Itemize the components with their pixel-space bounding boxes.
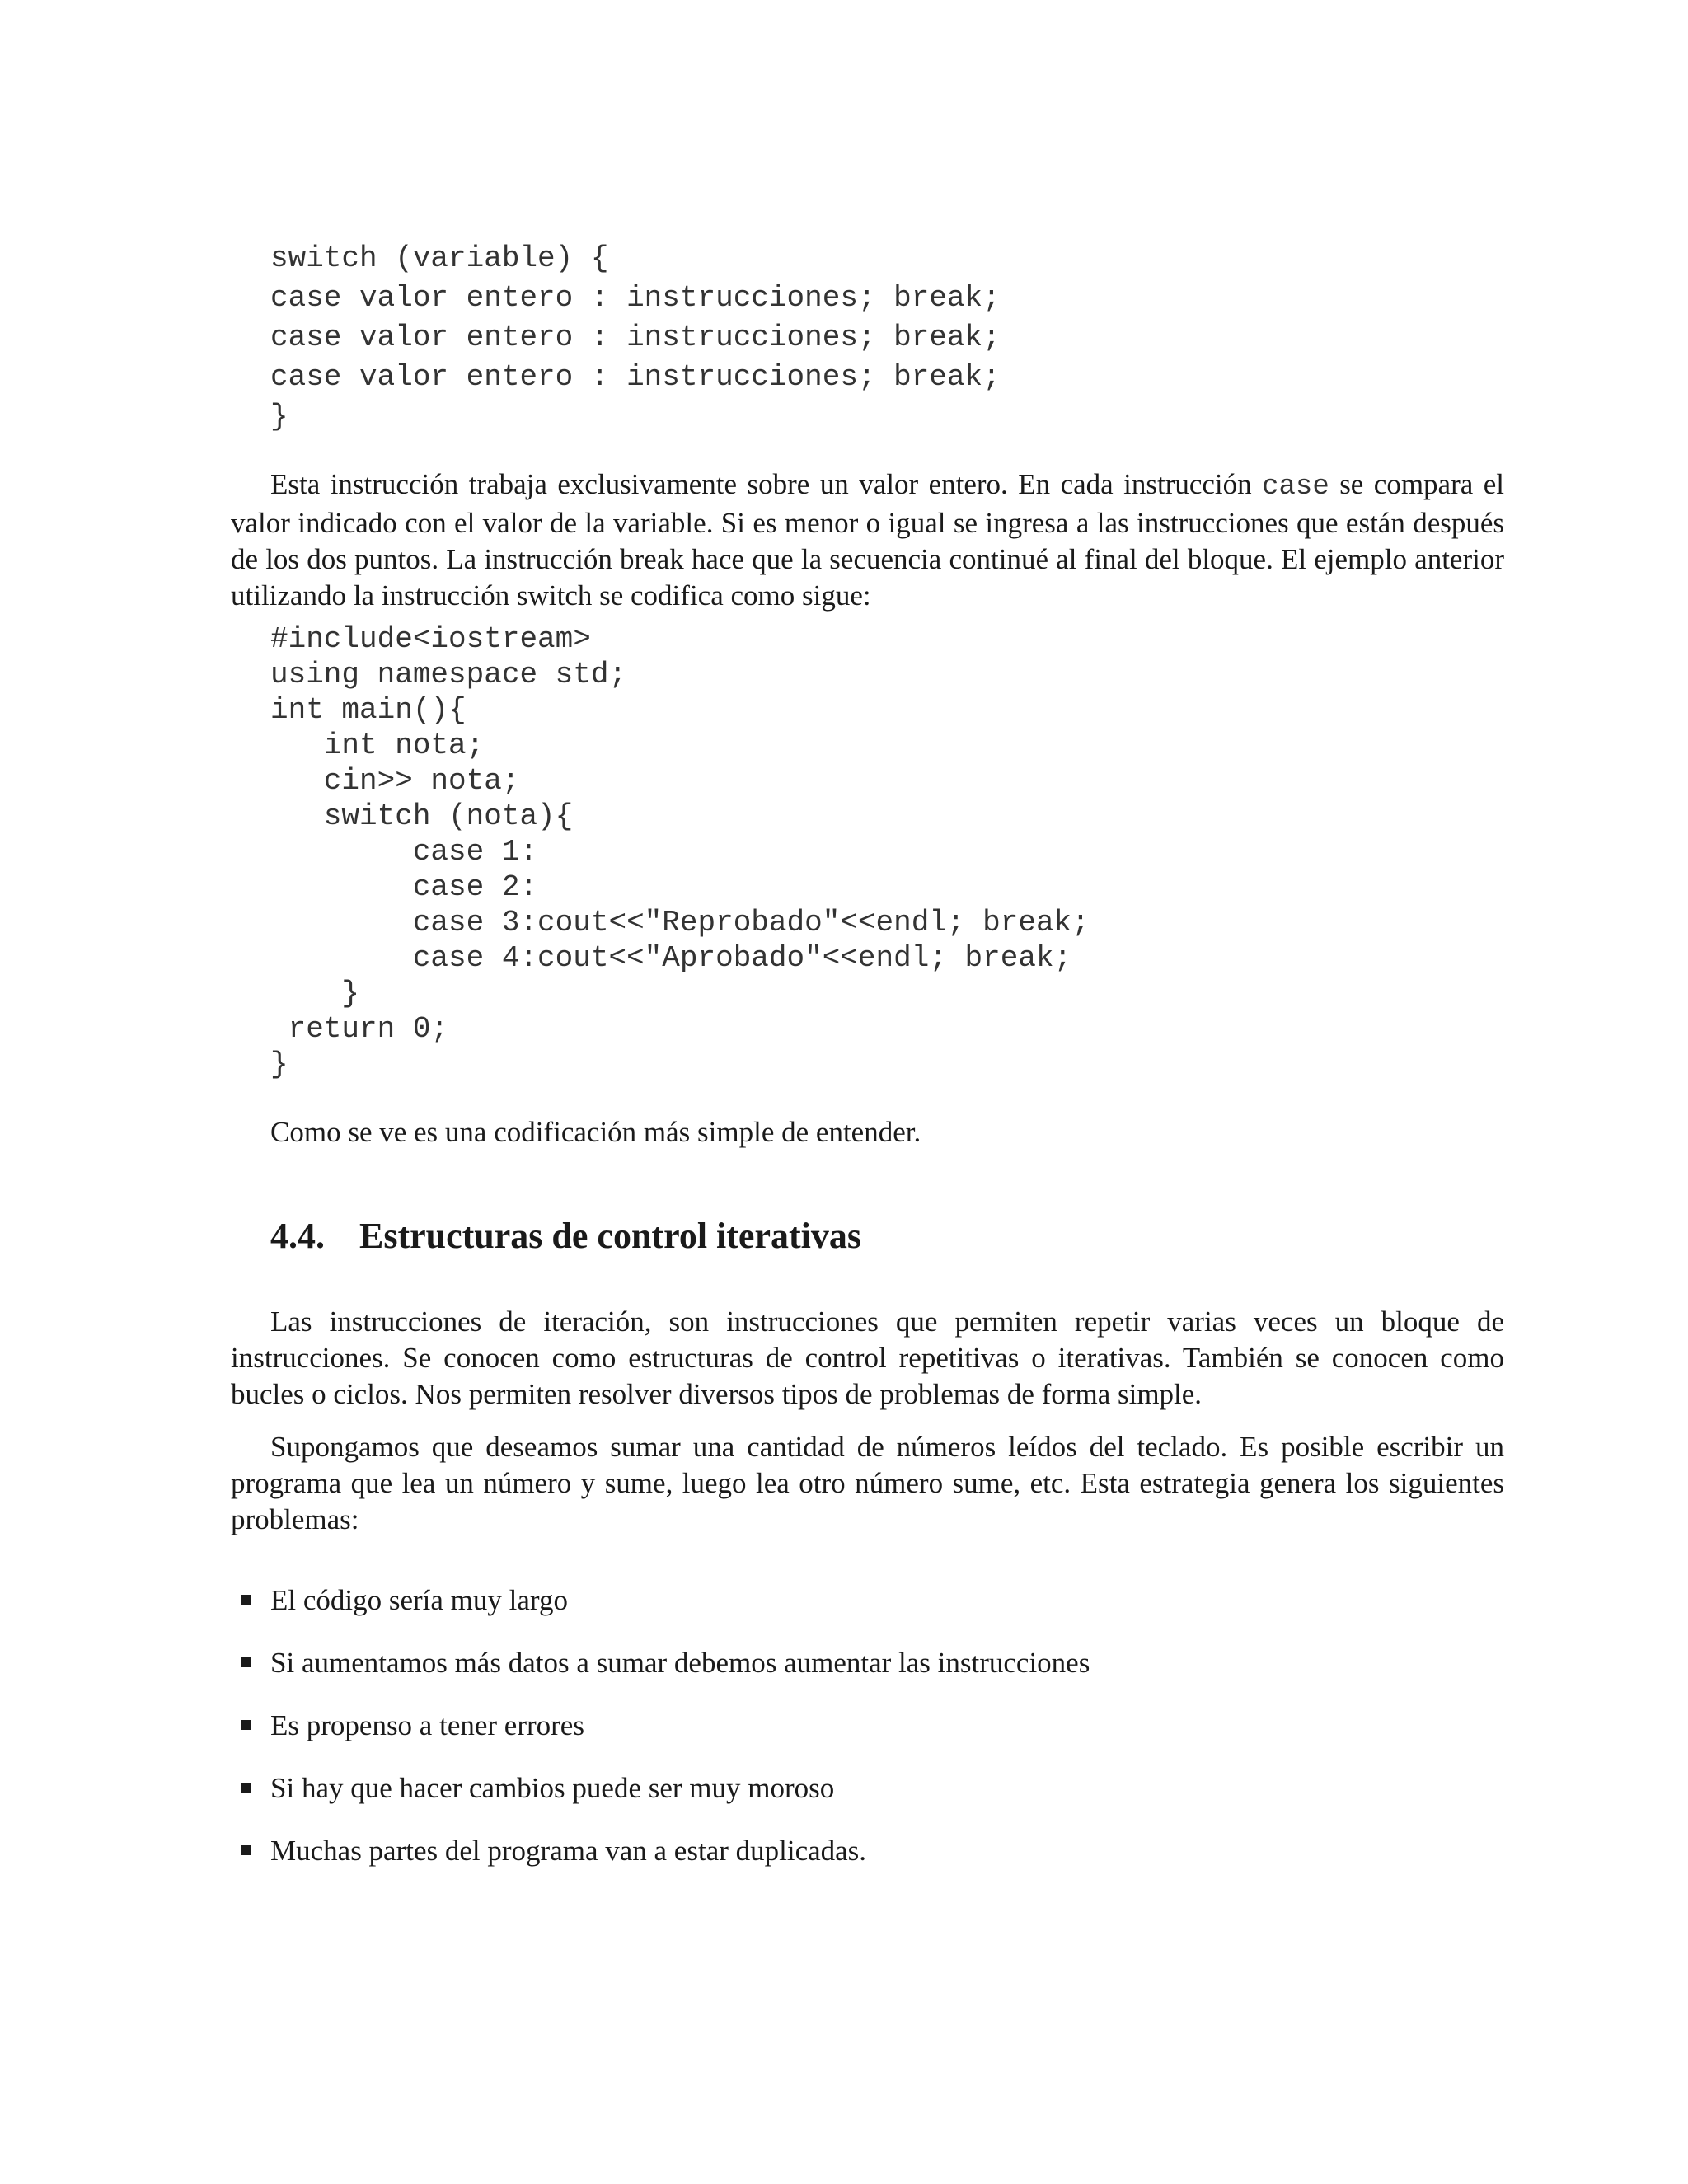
section-title: Estructuras de control iterativas (359, 1216, 861, 1256)
list-item (239, 1833, 1090, 1896)
code-line: switch (nota){ (270, 799, 574, 833)
list-item-text: Si hay que hacer cambios puede ser muy moroso (270, 1772, 835, 1804)
code-line: return 0; (270, 1012, 449, 1046)
list-item-text: Si aumentamos más datos a sumar debemos aumentar las instrucciones (270, 1647, 1090, 1679)
code-line: } (270, 1047, 288, 1081)
code-line: int main(){ (270, 693, 467, 727)
code-line: case valor entero : instrucciones; break; (270, 281, 1001, 315)
code-line: case 3:cout<<"Reprobado"<<endl; break; (270, 906, 1090, 940)
code-line: using namespace std; (270, 658, 627, 691)
square-bullet-icon (241, 1595, 251, 1605)
square-bullet-icon (241, 1783, 251, 1793)
paragraph-sum-example: Supongamos que deseamos sumar una cantidad de números leídos del teclado. Es posible escribir un programa que lea un número y sume, luego lea otro número sume, etc. Esta estrategia genera los siguientes problemas: (231, 1431, 1504, 1535)
square-bullet-icon (241, 1720, 251, 1730)
code-line: case valor entero : instrucciones; break; (270, 360, 1001, 394)
code-block-switch-example (270, 621, 1090, 1082)
list-item (239, 1582, 1090, 1645)
code-line: case 2: (270, 870, 538, 904)
code-line: case 1: (270, 835, 538, 869)
code-block-switch-syntax (270, 239, 1001, 437)
list-item (239, 1708, 1090, 1770)
problems-list (239, 1582, 1090, 1896)
section-number: 4.4. (270, 1216, 325, 1256)
section-heading (270, 1213, 861, 1259)
paragraph-iteration-intro: Las instrucciones de iteración, son instrucciones que permiten repetir varias veces un bloque de instrucciones. Se conocen como estructuras de control repetitivas o iterativas. También se conocen como bucles o ciclos. Nos permiten resolver diversos tipos de problemas de forma simple. (231, 1305, 1504, 1410)
paragraph-switch-explanation (231, 466, 1504, 614)
list-item-text: Es propenso a tener errores (270, 1709, 584, 1741)
list-item (239, 1770, 1090, 1833)
code-line: } (270, 400, 288, 434)
list-item-text: Muchas partes del programa van a estar duplicadas. (270, 1835, 867, 1867)
list-item-text: El código sería muy largo (270, 1584, 568, 1616)
square-bullet-icon (241, 1845, 251, 1855)
square-bullet-icon (241, 1657, 251, 1667)
code-line: } (270, 977, 360, 1010)
paragraph-text: se compara el valor indicado con el valor de la variable. Si es menor o igual se ingresa a las instrucciones que están después de los dos puntos. La instrucción break hace que la secuencia continué al final del bloque. El ejemplo anterior utilizando la instrucción switch se codifica como sigue: (231, 468, 1504, 612)
code-line: int nota; (270, 729, 485, 762)
code-line: case valor entero : instrucciones; break; (270, 321, 1001, 354)
inline-code: case (1262, 471, 1329, 503)
list-item (239, 1645, 1090, 1708)
paragraph-text: Esta instrucción trabaja exclusivamente sobre un valor entero. En cada instrucción (270, 468, 1263, 500)
code-line: case 4:cout<<"Aprobado"<<endl; break; (270, 941, 1072, 975)
paragraph-summary: Como se ve es una codificación más simple de entender. (270, 1116, 921, 1148)
code-line: #include<iostream> (270, 622, 591, 656)
code-line: cin>> nota; (270, 764, 520, 798)
code-line: switch (variable) { (270, 241, 609, 275)
